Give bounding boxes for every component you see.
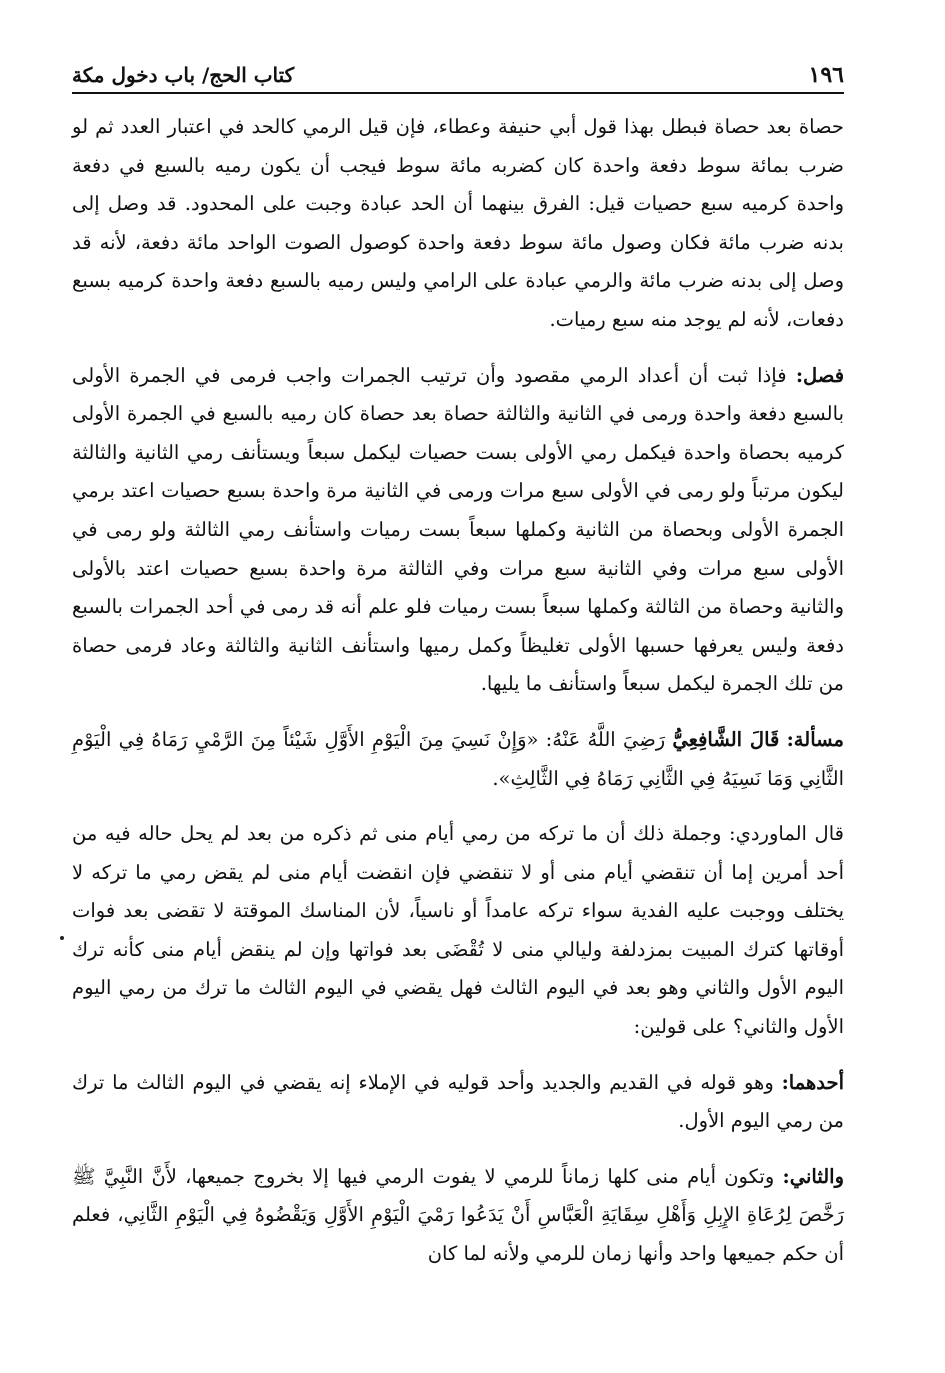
paragraph-text: وتكون أيام منى كلها زماناً للرمي لا يفوت الرمي فيها إلا بخروج جميعها، لأَنَّ النَّبِيَّ ﷺ رَخَّصَ لِرُعَاةِ الإِبِلِ وَأَهْلِ سِقَايَةِ الْعَبَّاسِ أَنْ يَدَعُوا رَمْيَ الْيَوْمِ الأَوَّلِ وَيَقْضُوهُ فِي الْيَوْمِ الثَّانِي، فعلم أن حكم جميعها واحد وأنها زمان للرمي ولأنه لما كان [72, 1164, 844, 1266]
paragraph-text: وهو قوله في القديم والجديد وأحد قوليه في الإملاء إنه يقضي في اليوم الثالث ما ترك من رمي اليوم الأول. [72, 1070, 844, 1133]
paragraph-fasl [72, 357, 844, 704]
paragraph-first-opinion [72, 1064, 844, 1141]
section-label-second: والثاني: [782, 1164, 844, 1188]
paragraph-second-opinion [72, 1158, 844, 1274]
section-label-first: أحدهما: [781, 1070, 845, 1094]
page-body [72, 108, 844, 1274]
paragraph-text: قال الماوردي: وجملة ذلك أن ما تركه من رمي أيام منى ثم ذكره من بعد لم يحل حاله فيه من أحد أمرين إما أن تنقضي أيام منى أو لا تنقضي فإن انقضت أيام منى لم يقض رمي ما تركه لا يختلف ووجبت عليه الفدية سواء تركه عامداً أو ناسياً، لأن المناسك الموقتة لا تقضى بعد فوات أوقاتها كترك المبيت بمزدلفة وليالي منى لا تُقْضَى بعد فواتها وإن لم ينقض أيام منى كأنه ترك اليوم الأول والثاني وهو بعد في اليوم الثالث فهل يقضي في اليوم الثالث ما ترك من رمي اليوم الأول والثاني؟ على قولين: [72, 822, 844, 1039]
paragraph-hadd-comparison [72, 108, 844, 340]
book-page [72, 58, 844, 1338]
margin-dot-mark [60, 936, 64, 940]
section-label-masala: مسألة: [786, 727, 844, 751]
speaker-shafii: قَالَ الشَّافِعِيُّ [672, 727, 780, 751]
quoted-text: رَضِيَ اللَّهُ عَنْهُ: «وَإِنْ نَسِيَ مِنَ الْيَوْمِ الأَوَّلِ شَيْئاً مِنَ الرَّمْيِ رَمَاهُ فِي الْيَوْمِ الثَّانِي وَمَا نَسِيَهُ فِي الثَّانِي رَمَاهُ فِي الثَّالِثِ». [72, 727, 844, 790]
paragraph-text: حصاة بعد حصاة فبطل بهذا قول أبي حنيفة وعطاء، فإن قيل الرمي كالحد في اعتبار العدد ثم لو ضرب بمائة سوط دفعة واحدة كان كضربه مائة سوط فيجب أن يكون رميه بالسبع في دفعة واحدة كرميه سبع حصيات قيل: الفرق بينهما أن الحد عبادة وجبت على المحدود. قد وصل إلى بدنه ضرب مائة فكان وصول مائة سوط دفعة واحدة كوصول الصوت الواحد مائة دفعة، لأنه قد وصل إلى بدنه ضرب مائة والرمي عبادة على الرامي وليس رميه بالسبع دفعة واحدة كرميه بسبع دفعات، لأنه لم يوجد منه سبع رميات. [72, 115, 844, 331]
section-label-fasl: فصل: [795, 363, 845, 387]
paragraph-masala [72, 721, 844, 798]
page-header [72, 58, 844, 94]
page-number: ١٩٦ [808, 62, 844, 88]
paragraph-mawardi [72, 815, 844, 1047]
paragraph-text: فإذا ثبت أن أعداد الرمي مقصود وأن ترتيب الجمرات واجب فرمى في الجمرة الأولى بالسبع دفعة واحدة ورمى في الثانية والثالثة حصاة بعد حصاة كان رميه بالسبع في الجمرة الأولى كرميه بحصاة واحدة فيكمل رمي الأولى بست حصيات ليكمل سبعاً ويستأنف رمي الثانية والثالثة ليكون مرتباً ولو رمى في الأولى سبع مرات ورمى في الثانية مرة واحدة بسبع حصيات اعتد برمي الجمرة الأولى وبحصاة من الثانية وكملها سبعاً بست رميات واستأنف رمي الثالثة ولو رمى في الأولى سبع مرات وفي الثانية سبع مرات وفي الثالثة مرة واحدة بسبع حصيات اعتد بالأولى والثانية وحصاة من الثالثة وكملها سبعاً بست رميات فلو علم أنه قد رمى في أحد الجمرات بالسبع دفعة وليس يعرفها حسبها الأولى تغليظاً وكمل رميها واستأنف الثانية والثالثة وعاد فرمى حصاة من تلك الجمرة ليكمل سبعاً واستأنف ما يليها. [72, 363, 844, 696]
running-title: كتاب الحج/ باب دخول مكة [72, 63, 295, 87]
